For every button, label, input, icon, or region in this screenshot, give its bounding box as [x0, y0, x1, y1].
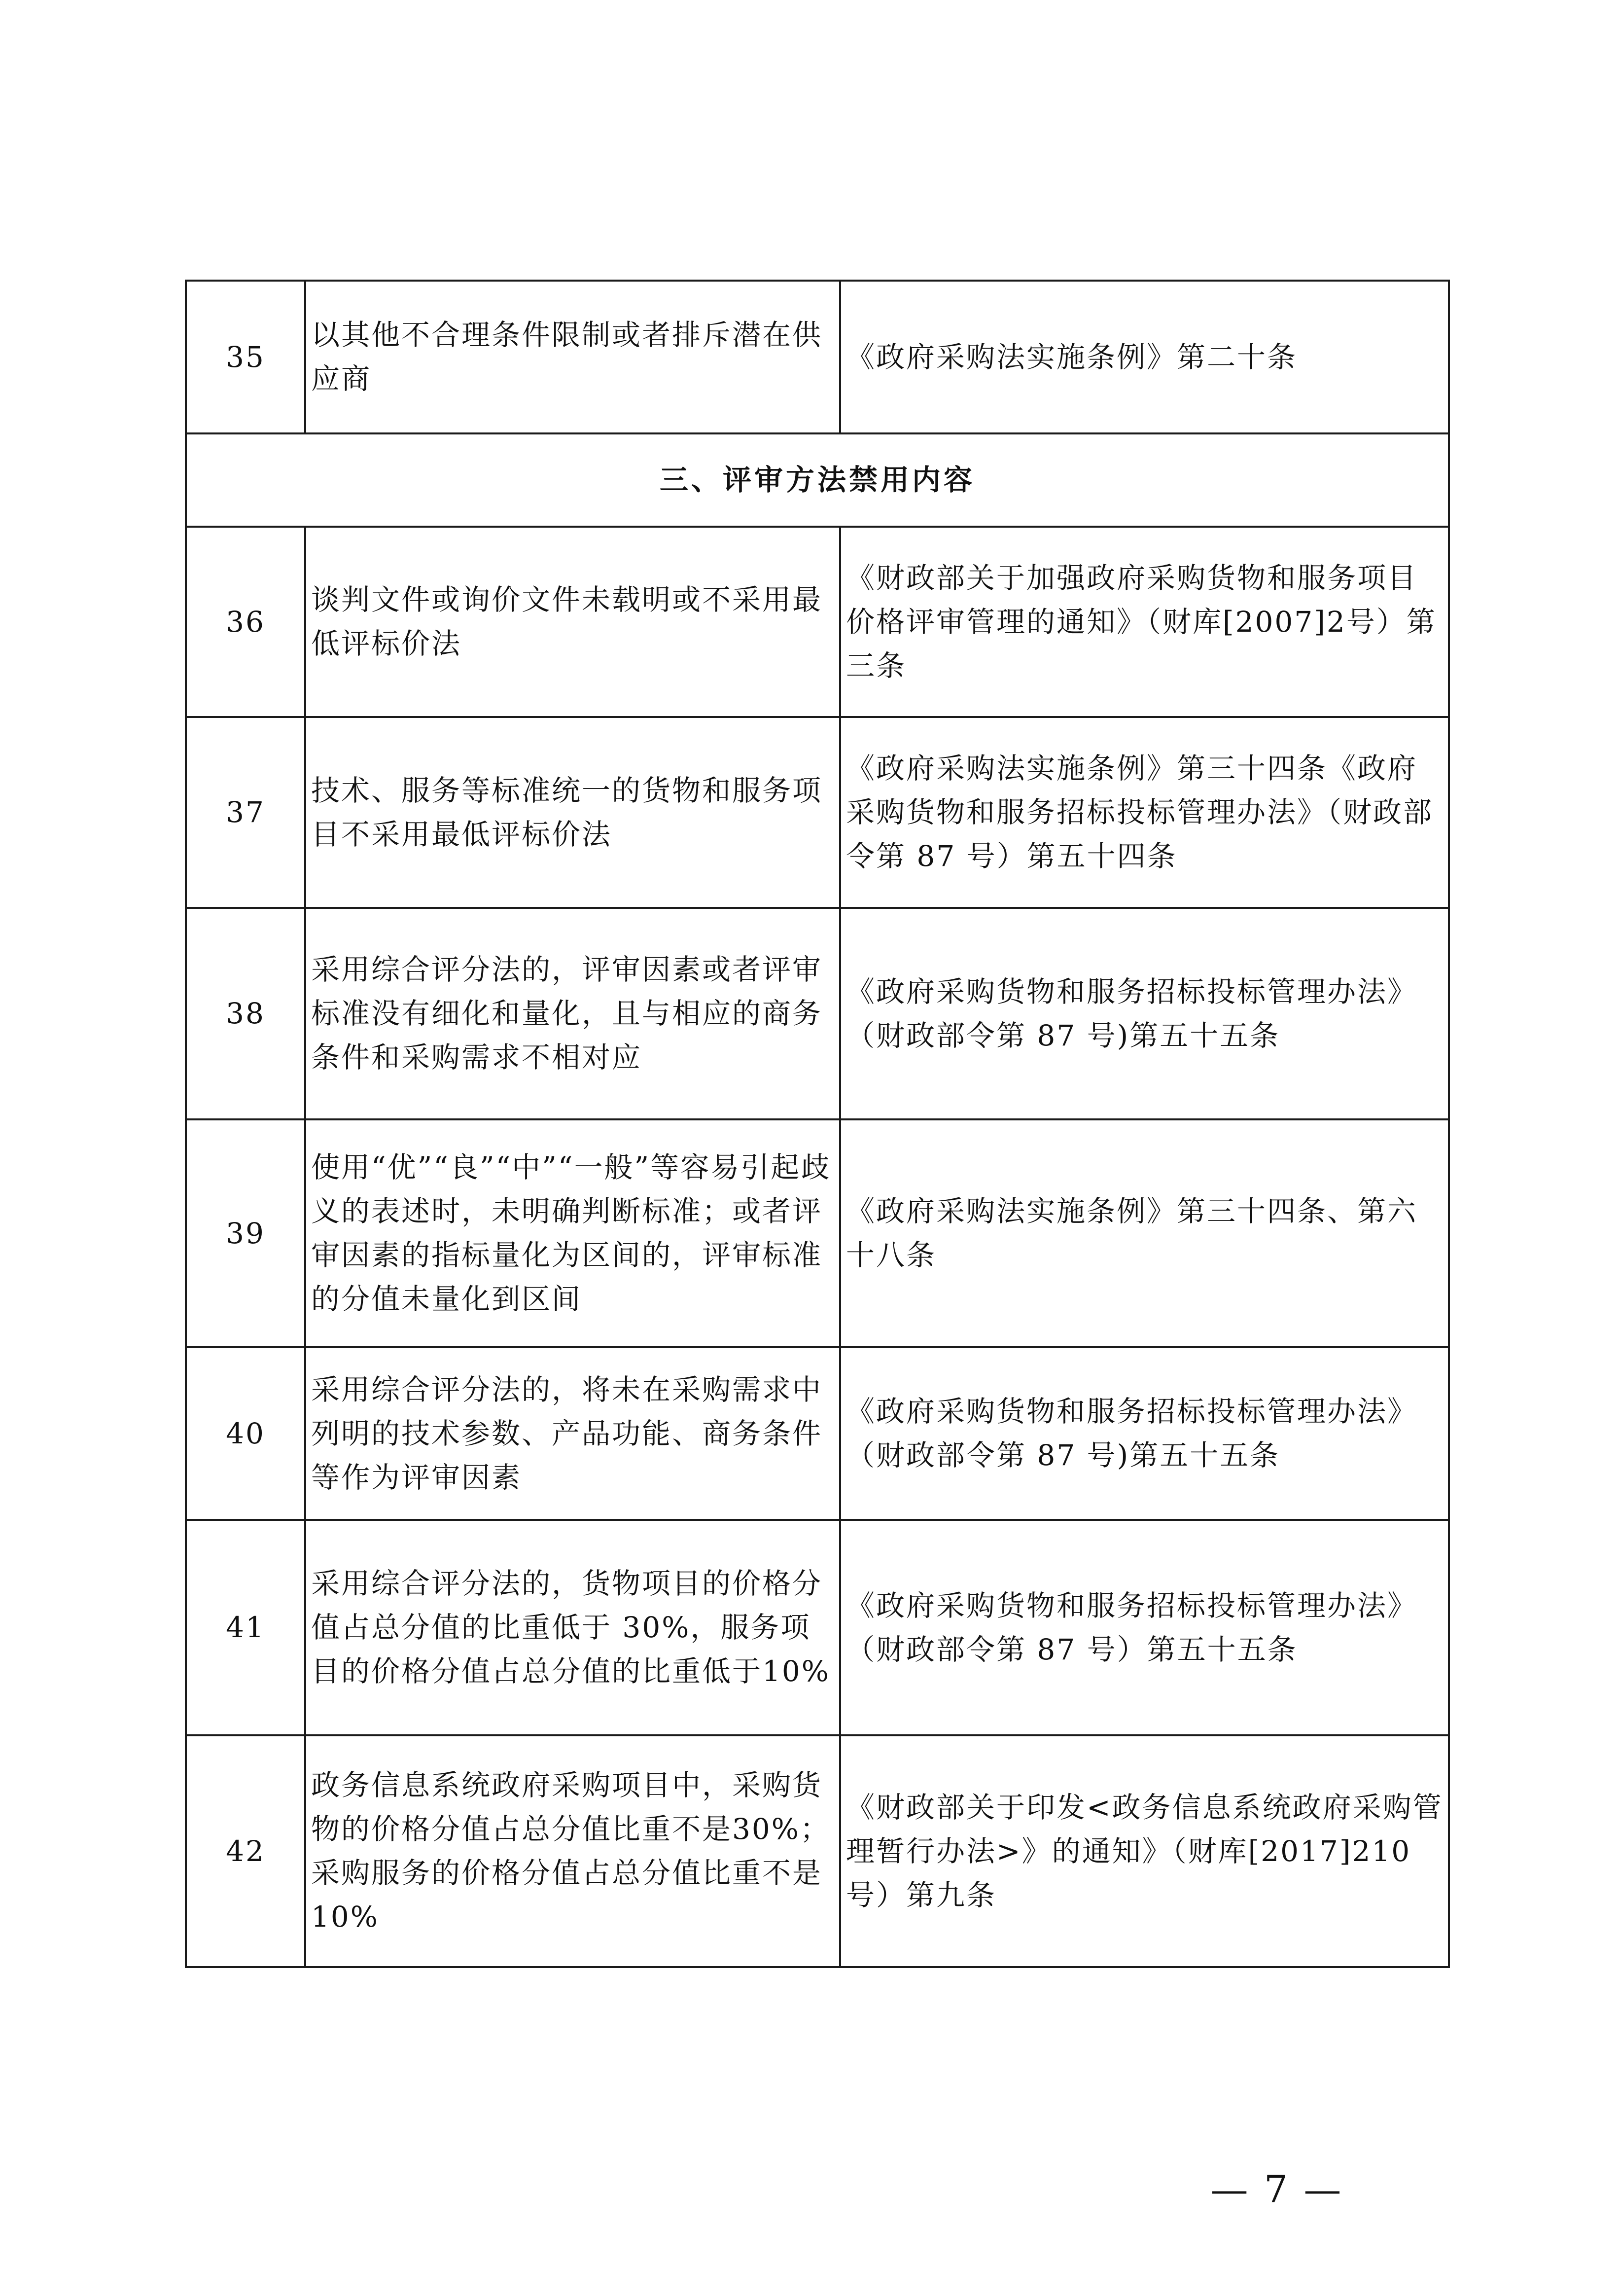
table-row-41 — [186, 1520, 1449, 1735]
row-number: 36 — [186, 527, 305, 717]
table-row-36 — [186, 527, 1449, 717]
row-number: 35 — [186, 281, 305, 433]
prohibited-content: 使用“优”“良”“中”“一般”等容易引起歧义的表述时，未明确判断标准；或者评审因素的指标量化为区间的，评审标准的分值未量化到区间 — [305, 1119, 840, 1347]
legal-basis: 《财政部关于加强政府采购货物和服务项目价格评审管理的通知》（财库[2007]2号）第三条 — [840, 527, 1449, 717]
row-number: 42 — [186, 1735, 305, 1967]
table-row-35 — [186, 281, 1449, 433]
legal-basis: 《政府采购法实施条例》第二十条 — [840, 281, 1449, 433]
page-number: — 7 — — [1210, 2167, 1343, 2211]
row-number: 41 — [186, 1520, 305, 1735]
table-row-37 — [186, 717, 1449, 908]
section-header-row — [186, 433, 1449, 527]
prohibited-content: 采用综合评分法的，评审因素或者评审标准没有细化和量化，且与相应的商务条件和采购需求不相对应 — [305, 908, 840, 1119]
prohibited-content: 技术、服务等标准统一的货物和服务项目不采用最低评标价法 — [305, 717, 840, 908]
row-number: 40 — [186, 1347, 305, 1520]
table-row-42 — [186, 1735, 1449, 1967]
prohibited-content: 谈判文件或询价文件未载明或不采用最低评标价法 — [305, 527, 840, 717]
table-row-39 — [186, 1119, 1449, 1347]
regulation-table — [185, 280, 1450, 1968]
legal-basis: 《政府采购法实施条例》第三十四条、第六十八条 — [840, 1119, 1449, 1347]
legal-basis: 《政府采购货物和服务招标投标管理办法》（财政部令第 87 号)第五十五条 — [840, 1347, 1449, 1520]
legal-basis: 《政府采购货物和服务招标投标管理办法》（财政部令第 87 号)第五十五条 — [840, 908, 1449, 1119]
row-number: 37 — [186, 717, 305, 908]
section-title: 三、评审方法禁用内容 — [186, 433, 1449, 527]
row-number: 38 — [186, 908, 305, 1119]
table-row-38 — [186, 908, 1449, 1119]
legal-basis: 《政府采购货物和服务招标投标管理办法》（财政部令第 87 号）第五十五条 — [840, 1520, 1449, 1735]
row-number: 39 — [186, 1119, 305, 1347]
prohibited-content: 以其他不合理条件限制或者排斥潜在供应商 — [305, 281, 840, 433]
prohibited-content: 采用综合评分法的，货物项目的价格分值占总分值的比重低于 30%，服务项目的价格分值占总分值的比重低于10% — [305, 1520, 840, 1735]
legal-basis: 《财政部关于印发<政务信息系统政府采购管理暂行办法>》的通知》（财库[2017]210 号）第九条 — [840, 1735, 1449, 1967]
prohibited-content: 采用综合评分法的，将未在采购需求中列明的技术参数、产品功能、商务条件等作为评审因素 — [305, 1347, 840, 1520]
table-row-40 — [186, 1347, 1449, 1520]
prohibited-content: 政务信息系统政府采购项目中，采购货物的价格分值占总分值比重不是30%；采购服务的价格分值占总分值比重不是 10% — [305, 1735, 840, 1967]
legal-basis: 《政府采购法实施条例》第三十四条《政府采购货物和服务招标投标管理办法》（财政部令第 87 号）第五十四条 — [840, 717, 1449, 908]
